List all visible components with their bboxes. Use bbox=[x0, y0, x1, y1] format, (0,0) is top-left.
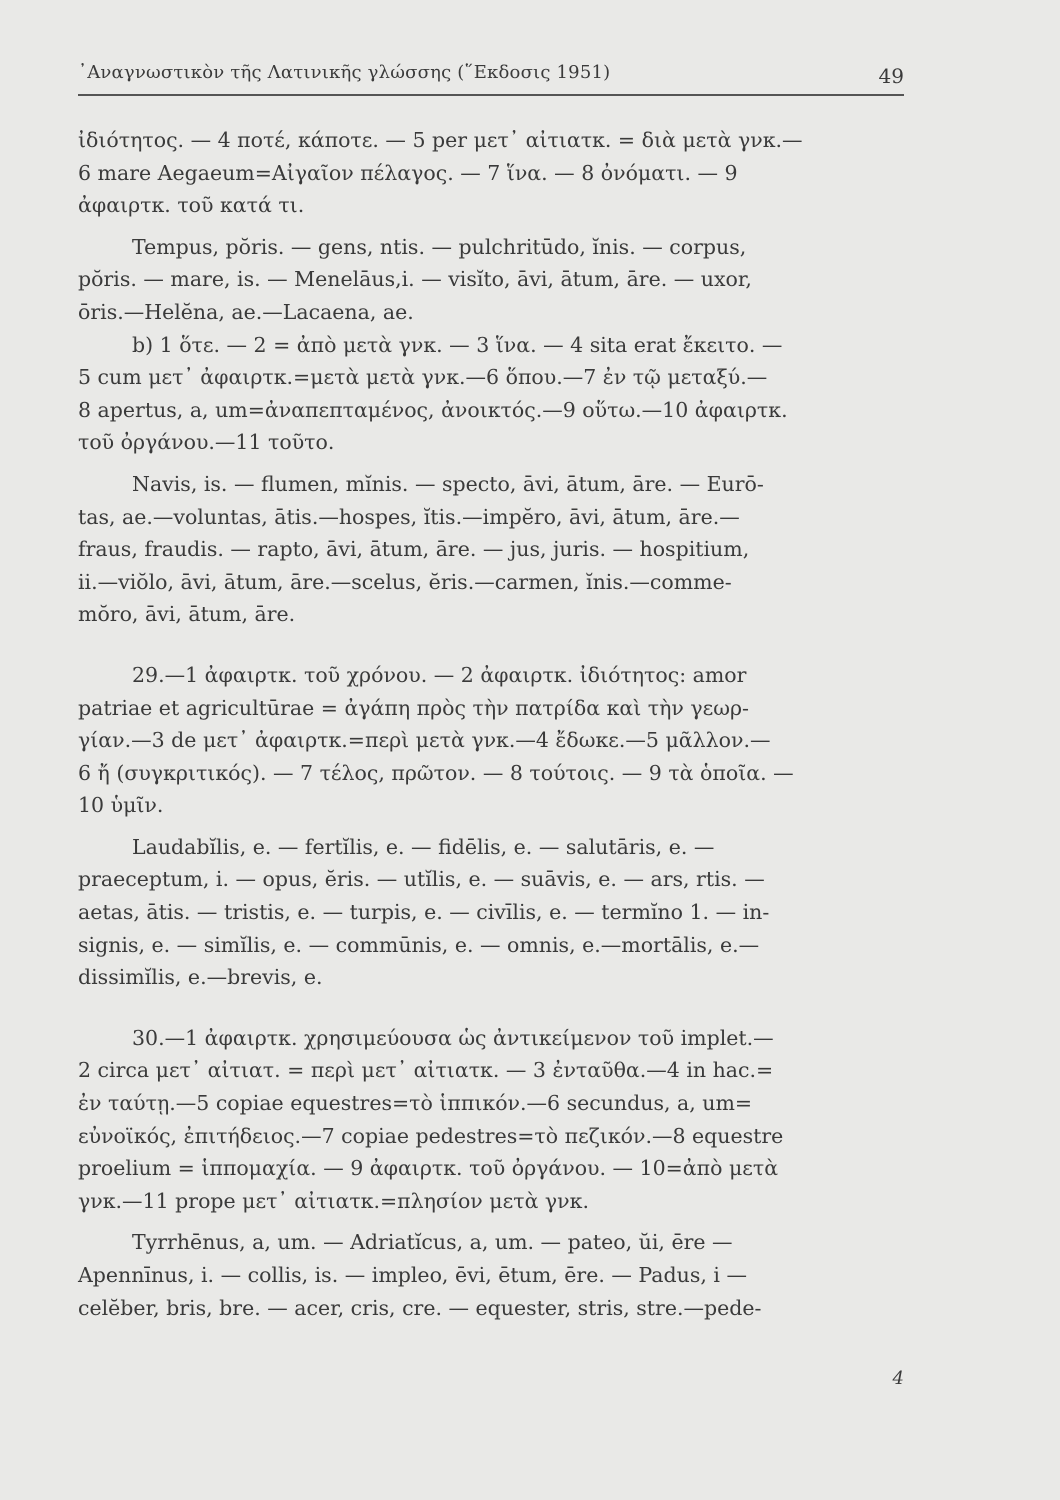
page-body bbox=[78, 124, 904, 1324]
printer-signature-mark: 4 bbox=[892, 1368, 904, 1389]
text-line: 10 ὑμῖν. bbox=[78, 793, 164, 818]
text-line: 6 ἤ (συγκριτικός). — 7 τέλος, πρῶτον. — 8 τούτοις. — 9 τὰ ὁποῖα. — bbox=[78, 760, 794, 785]
text-line: mŏro, āvi, ātum, āre. bbox=[78, 602, 296, 627]
text-line: 30.—1 ἀφαιρτκ. χρησιμεύουσα ὡς ἀντικείμενον τοῦ implet.— bbox=[132, 1025, 774, 1050]
text-line: 6 mare Aegaeum=Αἰγαῖον πέλαγος. — 7 ἵνα. — 8 ὀνόματι. — 9 bbox=[78, 160, 738, 185]
text-line: ἰδιότητος. — 4 ποτέ, κάποτε. — 5 per μετ᾿ αἰτιατκ. = διὰ μετὰ γνκ.— bbox=[78, 128, 803, 152]
paragraph-glosses-a bbox=[78, 124, 904, 222]
text-line: 29.—1 ἀφαιρτκ. τοῦ χρόνου. — 2 ἀφαιρτκ. ἰδιότητος: amor bbox=[132, 662, 747, 687]
text-line: ἀφαιρτκ. τοῦ κατά τι. bbox=[78, 193, 305, 218]
text-line: pŏris. — mare, is. — Menelāus,i. — visĭto, āvi, ātum, āre. — uxor, bbox=[78, 267, 752, 292]
text-line: εὐνοϊκός, ἐπιτήδειος.—7 copiae pedestres=τὸ πεζικόν.—8 equestre bbox=[78, 1123, 784, 1148]
header-title: ᾿Αναγνωστικὸν τῆς Λατινικῆς γλώσσης (῞Εκδοσις 1951) bbox=[78, 62, 611, 83]
text-line: γνκ.—11 prope μετ᾿ αἰτιατκ.=πλησίον μετὰ γνκ. bbox=[78, 1188, 589, 1213]
text-line: tas, ae.—voluntas, ātis.—hospes, ĭtis.—impĕro, āvi, ātum, āre.— bbox=[78, 504, 740, 529]
section-29-vocabulary bbox=[78, 831, 904, 994]
text-line: γίαν.—3 de μετ᾿ ἀφαιρτκ.=περὶ μετὰ γνκ.—4 ἔδωκε.—5 μᾶλλον.— bbox=[78, 728, 771, 753]
text-line: Tempus, pŏris. — gens, ntis. — pulchritūdo, ĭnis. — corpus, bbox=[132, 234, 747, 259]
text-line: praeceptum, i. — opus, ĕris. — utĭlis, e. — suāvis, e. — ars, rtis. — bbox=[78, 867, 765, 892]
text-line: 5 cum μετ᾿ ἀφαιρτκ.=μετὰ μετὰ γνκ.—6 ὅπου.—7 ἐν τῷ μεταξύ.— bbox=[78, 365, 768, 390]
text-line: patriae et agricultūrae = ἀγάπη πρὸς τὴν πατρίδα καὶ τὴν γεωρ- bbox=[78, 695, 749, 720]
text-line: ἐν ταύτῃ.—5 copiae equestres=τὸ ἱππικόν.—6 secundus, a, um= bbox=[78, 1091, 753, 1116]
text-line: dissimĭlis, e.—brevis, e. bbox=[78, 965, 323, 990]
text-line: Laudabĭlis, e. — fertĭlis, e. — fidēlis, e. — salutāris, e. — bbox=[132, 834, 715, 859]
paragraph-vocabulary-a bbox=[78, 231, 904, 329]
text-line: signis, e. — simĭlis, e. — commūnis, e. — omnis, e.—mortālis, e.— bbox=[78, 932, 760, 957]
section-30-vocabulary bbox=[78, 1226, 904, 1324]
text-line: Apennīnus, i. — collis, is. — impleo, ēvi, ētum, ēre. — Padus, i — bbox=[78, 1263, 747, 1287]
running-header bbox=[78, 58, 904, 96]
section-29-glosses bbox=[78, 659, 904, 822]
text-line: Navis, is. — flumen, mĭnis. — specto, āvi, ātum, āre. — Eurō- bbox=[132, 471, 764, 496]
text-line: 2 circa μετ᾿ αἰτιατ. = περὶ μετ᾿ αἰτιατκ. — 3 ἐνταῦθα.—4 in hac.= bbox=[78, 1058, 774, 1083]
text-line: 8 apertus, a, um=ἀναπεπταμένος, ἀνοικτός.—9 οὕτω.—10 ἀφαιρτκ. bbox=[78, 397, 788, 422]
text-line: celĕber, bris, bre. — acer, cris, cre. — equester, stris, stre.—pede- bbox=[78, 1295, 762, 1320]
text-line: aetas, ātis. — tristis, e. — turpis, e. — civīlis, e. — termĭno 1. — in- bbox=[78, 900, 770, 925]
text-line: b) 1 ὅτε. — 2 = ἀπὸ μετὰ γνκ. — 3 ἵνα. — 4 sita erat ἔκειτο. — bbox=[132, 332, 783, 357]
section-30-glosses bbox=[78, 1022, 904, 1218]
paragraph-vocabulary-b bbox=[78, 468, 904, 631]
text-line: ii.—viŏlo, āvi, ātum, āre.—scelus, ĕris.—carmen, ĭnis.—comme- bbox=[78, 569, 732, 594]
text-line: τοῦ ὀργάνου.—11 τοῦτο. bbox=[78, 430, 335, 455]
paragraph-glosses-b bbox=[78, 329, 904, 459]
text-line: ōris.—Helĕna, ae.—Lacaena, ae. bbox=[78, 299, 414, 324]
text-line: fraus, fraudis. — rapto, āvi, ātum, āre. — jus, juris. — hospitium, bbox=[78, 537, 750, 562]
page-number: 49 bbox=[878, 64, 904, 88]
text-line: Tyrrhēnus, a, um. — Adriatĭcus, a, um. — pateo, ŭi, ēre — bbox=[132, 1230, 733, 1255]
text-line: proelium = ἱππομαχία. — 9 ἀφαιρτκ. τοῦ ὀργάνου. — 10=ἀπὸ μετὰ bbox=[78, 1156, 779, 1181]
